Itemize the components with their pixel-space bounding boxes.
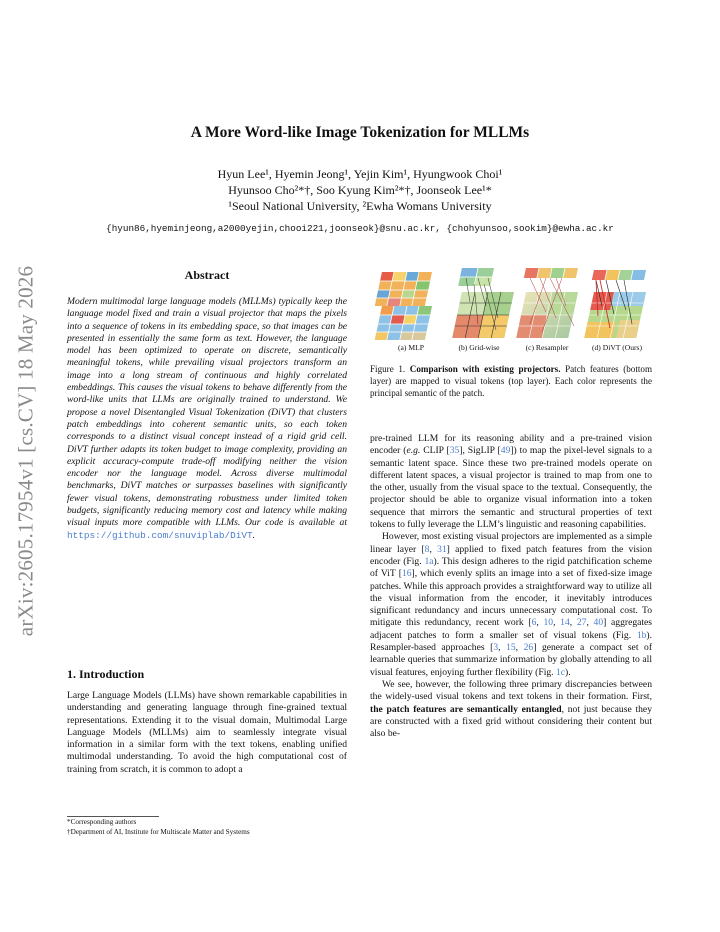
citation-link[interactable]: 6 <box>531 617 537 629</box>
caption-rest: Patch features (bottom layer) are mapped to visual tokens (top layer). Each color represents the principal semantic of the patch. <box>370 364 653 398</box>
abstract-heading: Abstract <box>184 268 230 282</box>
paragraph-3: We see, however, the following three primary discrepancies between the widely-used visual tokens and text tokens in their formation. First, the patch features are semantically entangled, not just because they are constructed with a fixed grid without considering their content but also be- <box>370 678 652 740</box>
arxiv-id: arXiv:2605.17954v1 [cs.CV] 18 May 2026 <box>13 265 38 637</box>
citation-link[interactable]: 35 <box>449 445 460 457</box>
sublabel-divt: (d) DiVT (Ours) <box>591 343 643 352</box>
figure-link[interactable]: 1c <box>555 666 566 678</box>
affiliations: ¹Seoul National University, ²Ewha Womans University <box>228 199 492 213</box>
abstract-body <box>67 296 347 542</box>
author-emails: {hyun86,hyeminjeong,a2000yejin,chooi221,joonseok}@snu.ac.kr, {chohyunsoo,sookim}@ewha.ac.kr <box>106 223 614 234</box>
citation-link[interactable]: 49 <box>500 445 511 457</box>
footnote-rule <box>67 816 159 817</box>
right-column-body <box>370 433 652 740</box>
citation-link[interactable]: 10 <box>543 617 554 629</box>
author-line-2: Hyunsoo Cho²*†, Soo Kyung Kim²*†, Joonseok Lee¹* <box>228 183 492 197</box>
panel-resampler <box>516 268 578 338</box>
panel-mlp <box>375 272 432 340</box>
citation-link[interactable]: 27 <box>576 617 587 629</box>
citation-link[interactable]: 15 <box>506 642 516 654</box>
paragraph-2: However, most existing visual projectors are implemented as a simple linear layer [8, 31] applied to fixed patch features from the vision encoder (Fig. 1a). This design adheres to the rigid patchification scheme of ViT [16], which evenly splits an image into a set of fixed-size image patches. While this approach provides a straightforward way to utilize all the visual information from the encoder, it inevitably introduces significant redundancy and incurs unnecessary computational cost. To mitigate this redundancy, recent work [6, 10, 14, 27, 40] aggregates adjacent patches to form a smaller set of visual tokens (Fig. 1b). Resampler-based approaches [3, 15, 26] generate a compact set of learnable queries that summarize information by globally attending to all visual features, enjoying further flexibility (Fig. 1c). <box>370 531 653 678</box>
intro-paragraph: Large Language Models (LLMs) have shown remarkable capabilities in understanding and generating language through fine-grained textual representations. Extending it to the visual domain, Multimodal Large Language Models (MLLMs) aim to seamlessly integrate visual information in a similar form with the text tokens, enabling unified multimodal understanding. To avoid the high computational cost of training from scratch, it is common to adopt a <box>67 690 347 775</box>
author-line-1: Hyun Lee¹, Hyemin Jeong¹, Yejin Kim¹, Hyungwook Choi¹ <box>217 167 503 181</box>
figure-link[interactable]: 1b <box>636 629 647 641</box>
citation-link[interactable]: 31 <box>437 543 447 555</box>
footnote-corresponding: *Corresponding authors <box>67 818 137 826</box>
figure-1-caption <box>370 364 652 399</box>
abstract-end: . <box>252 529 256 541</box>
citation-link[interactable]: 8 <box>424 543 430 555</box>
caption-prefix: Figure 1. <box>370 364 406 374</box>
panel-divt <box>584 270 646 338</box>
citation-link[interactable]: 14 <box>560 617 570 629</box>
citation-link[interactable]: 3 <box>493 642 499 654</box>
sublabel-resampler: (c) Resampler <box>525 343 569 352</box>
paper-title: A More Word-like Image Tokenization for MLLMs <box>190 124 530 141</box>
panel-grid-wise <box>452 268 514 338</box>
citation-link[interactable]: 26 <box>523 642 534 654</box>
footnote-department: †Department of AI, Institute for Multiscale Matter and Systems <box>67 828 250 836</box>
caption-bold: Comparison with existing projectors. <box>409 364 561 374</box>
sublabel-mlp: (a) MLP <box>398 343 424 352</box>
figure-link[interactable]: 1a <box>424 555 434 567</box>
citation-link[interactable]: 16 <box>401 568 412 580</box>
sublabel-grid-wise: (b) Grid-wise <box>458 343 500 352</box>
section-heading-introduction: 1. Introduction <box>67 667 145 681</box>
arxiv-watermark <box>6 256 46 646</box>
figure-1 <box>370 266 652 358</box>
abstract-text: Modern multimodal large language models (MLLMs) typically keep the language model fixed and train a visual projector that maps the pixels into a sequence of tokens in its embedding space, so that images can be presented in essentially the same form as text. However, the language model has been optimized to operate on discrete, semantically meaningful tokens, while prevailing visual projectors transform an image into a long stream of continuous and highly correlated embeddings. This causes the visual tokens to behave differently from the word-like units that LLMs are originally trained to understand. We propose a novel Disentangled Visual Tokenization (DiVT) that clusters patch embeddings into coherent semantic units, so each token corresponds to a distinct visual concept instead of a rigid grid cell. DiVT further adapts its token budget to image complexity, providing an explicit accuracy-compute trade-off modifying neither the vision encoder nor the language model. Across diverse multimodal benchmarks, DiVT matches or surpasses baselines with significantly fewer visual tokens, demonstrating robustness under limited token budgets, significantly reducing memory cost and latency while making visual inputs more compatible with LLMs. Our code is available at <box>67 296 347 529</box>
citation-link[interactable]: 40 <box>593 617 604 629</box>
paragraph-1: pre-trained LLM for its reasoning ability and a pre-trained vision encoder (e.g. CLIP [35], SigLIP [49]) to map the pixel-level signals to a semantic latent space. Since these two pre-trained models operate on different latent spaces, a visual projector is trained to map from one to the other, usually from the visual space to the textual. Consequently, the projector should be able to organize visual information into a token sequence that mirrors the semantic and structural properties of text tokens to fully leverage the LLM’s linguistic and reasoning capabilities. <box>370 433 652 531</box>
code-link[interactable]: https://github.com/snuviplab/DiVT <box>67 529 253 541</box>
